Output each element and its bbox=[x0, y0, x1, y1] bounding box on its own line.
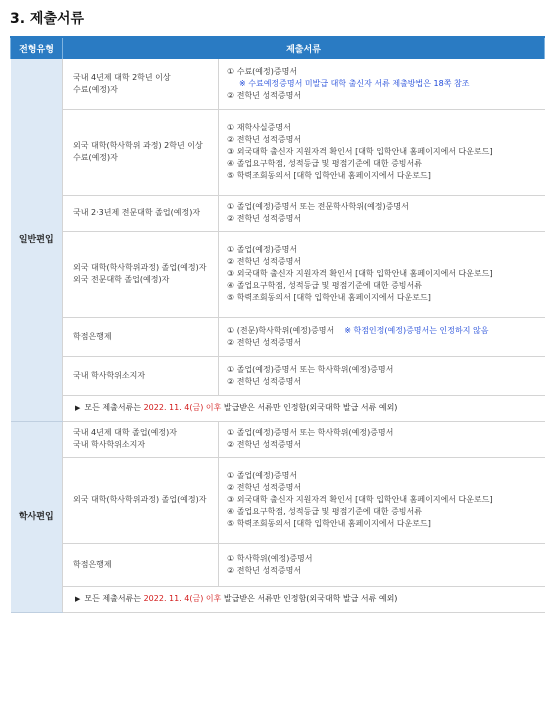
document-text: ② 전학년 성적증명서 bbox=[227, 257, 302, 266]
document-item bbox=[227, 494, 545, 506]
category-line: 국내 2·3년제 전문대학 졸업(예정)자 bbox=[73, 208, 201, 217]
table-row bbox=[11, 543, 545, 586]
note-text-post: 발급받은 서류만 인정함(외국대학 발급 서류 예외) bbox=[221, 403, 398, 412]
document-text: ③ 외국대학 출신자 지원자격 확인서 [대학 입학안내 홈페이지에서 다운로드] bbox=[227, 495, 493, 504]
document-text: ② 전학년 성적증명서 bbox=[227, 483, 302, 492]
note-row bbox=[11, 586, 545, 612]
document-item bbox=[227, 146, 545, 158]
document-item bbox=[227, 427, 545, 439]
section-type: 학사편입 bbox=[11, 421, 63, 612]
note-text-pre: 모든 제출서류는 bbox=[84, 403, 144, 412]
required-documents bbox=[219, 195, 545, 231]
document-item bbox=[227, 256, 545, 268]
page-title: 3. 제출서류 bbox=[10, 11, 85, 27]
document-item bbox=[227, 66, 545, 78]
document-item bbox=[227, 506, 545, 518]
table-row bbox=[11, 356, 545, 395]
note-row bbox=[11, 395, 545, 421]
documents-table bbox=[10, 36, 545, 613]
note-date: 2022. 11. 4(금) 이후 bbox=[143, 403, 222, 412]
applicant-category bbox=[63, 195, 219, 231]
document-text: ② 전학년 성적증명서 bbox=[227, 376, 302, 386]
table-row bbox=[11, 317, 545, 356]
table-row bbox=[11, 59, 545, 109]
document-text: ① 수료(예정)증명서 bbox=[227, 66, 298, 76]
required-documents bbox=[219, 109, 545, 195]
required-documents bbox=[219, 59, 545, 109]
applicant-category bbox=[63, 543, 219, 586]
table-row bbox=[11, 109, 545, 195]
category-line: 수료(예정)자 bbox=[73, 84, 118, 94]
category-line: 국내 4년제 대학 2학년 이상 bbox=[73, 72, 171, 82]
category-line: 국내 학사학위소지자 bbox=[73, 440, 146, 449]
document-text: ④ 졸업요구학점, 성적등급 및 평점기준에 대한 증빙서류 bbox=[227, 159, 422, 168]
note-text-pre: 모든 제출서류는 bbox=[84, 594, 144, 603]
category-line: 국내 4년제 대학 졸업(예정)자 bbox=[73, 428, 177, 437]
document-text: ※ 수료예정증명서 미발급 대학 출신자 서류 제출방법은 18쪽 참조 bbox=[239, 78, 470, 88]
triangle-right-icon: ▶ bbox=[75, 595, 81, 603]
document-text: ① 재학사실증명서 bbox=[227, 123, 291, 132]
document-text: ① 졸업(예정)증명서 또는 학사학위(예정)증명서 bbox=[227, 428, 394, 437]
document-item bbox=[227, 134, 545, 146]
document-text: ④ 졸업요구학점, 성적등급 및 평점기준에 대한 증빙서류 bbox=[227, 281, 422, 290]
document-item bbox=[227, 201, 545, 213]
document-item bbox=[227, 292, 545, 304]
document-item bbox=[227, 325, 545, 337]
header-type: 전형유형 bbox=[11, 37, 63, 59]
document-text: ⑤ 학력조회동의서 [대학 입학안내 홈페이지에서 다운로드] bbox=[227, 293, 431, 302]
document-item bbox=[227, 280, 545, 292]
applicant-category bbox=[63, 317, 219, 356]
table-row bbox=[11, 195, 545, 231]
note-text-post: 발급받은 서류만 인정함(외국대학 발급 서류 예외) bbox=[221, 594, 398, 603]
document-item bbox=[227, 158, 545, 170]
document-text: ② 전학년 성적증명서 bbox=[227, 337, 302, 347]
triangle-right-icon: ▶ bbox=[75, 404, 81, 412]
document-item bbox=[227, 337, 545, 349]
required-documents bbox=[219, 317, 545, 356]
document-text: ② 전학년 성적증명서 bbox=[227, 440, 302, 449]
applicant-category bbox=[63, 421, 219, 457]
table-row bbox=[11, 421, 545, 457]
category-line: 외국 대학(학사학위과정) 졸업(예정)자 bbox=[73, 263, 207, 272]
category-line: 국내 학사학위소지자 bbox=[73, 370, 146, 380]
table-header-row bbox=[11, 37, 545, 59]
category-line: 학점은행제 bbox=[73, 331, 112, 341]
document-text: ④ 졸업요구학점, 성적등급 및 평점기준에 대한 증빙서류 bbox=[227, 507, 422, 516]
document-item bbox=[227, 78, 545, 90]
document-item bbox=[227, 376, 545, 388]
document-item bbox=[227, 482, 545, 494]
document-text: ① 졸업(예정)증명서 bbox=[227, 245, 298, 254]
required-documents bbox=[219, 457, 545, 543]
document-text: ③ 외국대학 출신자 지원자격 확인서 [대학 입학안내 홈페이지에서 다운로드] bbox=[227, 269, 493, 278]
applicant-category bbox=[63, 109, 219, 195]
required-documents bbox=[219, 543, 545, 586]
document-item bbox=[227, 268, 545, 280]
document-text: ③ 외국대학 출신자 지원자격 확인서 [대학 입학안내 홈페이지에서 다운로드] bbox=[227, 147, 493, 156]
document-text: ② 전학년 성적증명서 bbox=[227, 214, 302, 223]
table-row bbox=[11, 457, 545, 543]
required-documents bbox=[219, 421, 545, 457]
document-note: ※ 학점인정(예정)증명서는 인정하지 않음 bbox=[344, 325, 489, 335]
document-text: ① 학사학위(예정)증명서 bbox=[227, 553, 313, 563]
document-item bbox=[227, 244, 545, 256]
document-item bbox=[227, 470, 545, 482]
category-line: 수료(예정)자 bbox=[73, 153, 118, 162]
document-item bbox=[227, 439, 545, 451]
applicant-category bbox=[63, 457, 219, 543]
validity-note bbox=[63, 395, 545, 421]
applicant-category bbox=[63, 231, 219, 317]
document-text: ⑤ 학력조회동의서 [대학 입학안내 홈페이지에서 다운로드] bbox=[227, 171, 431, 180]
document-item bbox=[227, 565, 545, 577]
document-text: ⑤ 학력조회동의서 [대학 입학안내 홈페이지에서 다운로드] bbox=[227, 519, 431, 528]
document-text: ① (전문)학사학위(예정)증명서 bbox=[227, 325, 335, 335]
category-line: 학점은행제 bbox=[73, 559, 112, 569]
validity-note bbox=[63, 586, 545, 612]
required-documents bbox=[219, 231, 545, 317]
category-line: 외국 대학(학사학위과정) 졸업(예정)자 bbox=[73, 495, 207, 504]
document-text: ① 졸업(예정)증명서 또는 학사학위(예정)증명서 bbox=[227, 364, 394, 374]
document-item bbox=[227, 122, 545, 134]
section-type: 일반편입 bbox=[11, 59, 63, 421]
category-line: 외국 대학(학사학위 과정) 2학년 이상 bbox=[73, 141, 203, 150]
document-text: ① 졸업(예정)증명서 또는 전문학사학위(예정)증명서 bbox=[227, 202, 409, 211]
document-text: ① 졸업(예정)증명서 bbox=[227, 471, 298, 480]
document-item bbox=[227, 364, 545, 376]
applicant-category bbox=[63, 59, 219, 109]
table-row bbox=[11, 231, 545, 317]
document-text: ② 전학년 성적증명서 bbox=[227, 565, 302, 575]
applicant-category bbox=[63, 356, 219, 395]
header-docs: 제출서류 bbox=[63, 37, 545, 59]
document-item bbox=[227, 553, 545, 565]
category-line: 외국 전문대학 졸업(예정)자 bbox=[73, 275, 170, 284]
document-item bbox=[227, 90, 545, 102]
required-documents bbox=[219, 356, 545, 395]
document-item bbox=[227, 213, 545, 225]
document-item bbox=[227, 170, 545, 182]
note-date: 2022. 11. 4(금) 이후 bbox=[143, 594, 222, 603]
document-text: ② 전학년 성적증명서 bbox=[227, 135, 302, 144]
document-text: ② 전학년 성적증명서 bbox=[227, 90, 302, 100]
document-item bbox=[227, 518, 545, 530]
